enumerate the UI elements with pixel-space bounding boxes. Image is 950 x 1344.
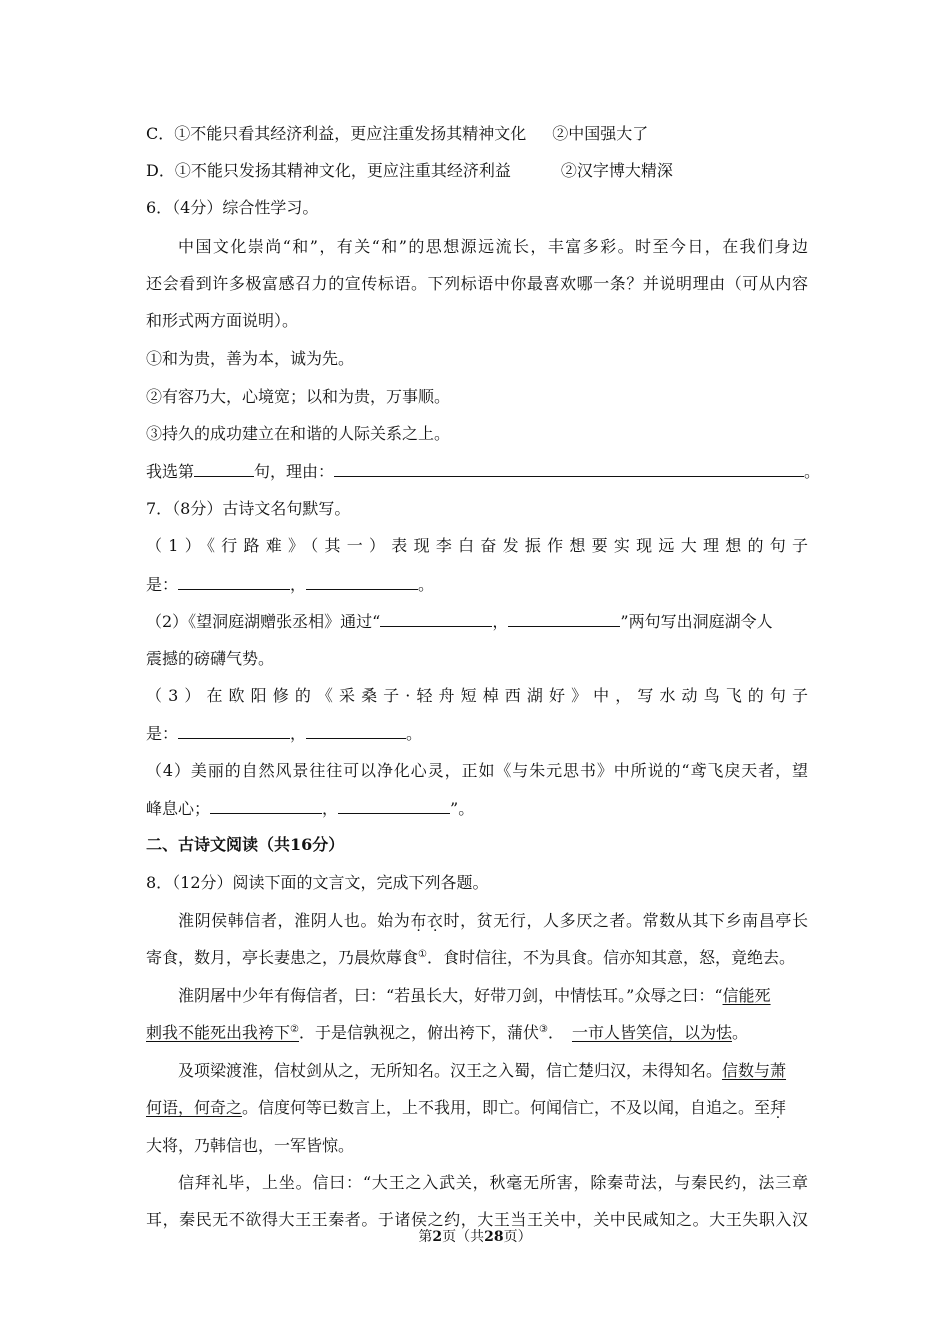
q8-underlined-sentence-1b-text: 刺我不能死出我袴下 [146,1023,291,1042]
q8-p1-l1-text-a: 淮阴侯韩信者，淮阴人也。始为 [178,911,411,930]
footer-prefix: 第 [418,1229,433,1245]
q6-reason-blank[interactable] [334,460,804,477]
q6-answer-line [146,460,821,483]
q7-part2-line1 [146,610,808,633]
footer-total-pages: 28 [484,1229,504,1245]
q8-p3-line1 [178,1060,808,1082]
q7-part2-blank-2[interactable] [508,610,620,627]
q8-underlined-sentence-1b [146,1023,299,1042]
q7-part2-prefix: （2）《望洞庭湖赠张丞相》通过“ [146,612,381,631]
q8-heading: 8．（12分）阅读下面的文言文，完成下列各题。 [146,873,489,892]
q7-heading: 7．（8分）古诗文名句默写。 [146,499,351,518]
q8-p2-l2-text-d: 。 [732,1023,749,1042]
q8-dotted-char-yi: 衣 [426,911,444,930]
q8-underlined-sentence-1a: 信能死 [722,986,771,1005]
footnote-mark-1: ① [418,949,427,960]
option-d-letter: D． [146,161,175,180]
footnote-mark-2: ② [290,1024,299,1035]
footer-suffix: 页） [503,1229,532,1245]
q8-p3-line3: 大将，乃韩信也，一军皆惊。 [146,1136,355,1155]
footer-mid: 页（共 [442,1229,485,1245]
section-2-title: 二、古诗文阅读（共16分） [146,835,345,854]
q8-p3-l2-text-b: 。信度何等已数言上，上不我用，即亡。何闻信亡，不及以闻，自追之。至 [242,1098,771,1117]
q6-item-1: ①和为贵，善为本，诚为先。 [146,349,355,368]
q7-part3-period: 。 [406,724,423,743]
q8-p4-line2: 耳，秦民无不欲得大王王秦者。于诸侯之约，大王当王关中，关中民咸知之。大王失职入汉 [146,1210,808,1229]
q6-answer-prefix: 我选第 [146,462,195,481]
q7-part1-line2 [146,573,808,596]
footer-page-number: 2 [432,1229,443,1245]
q7-part4-end: ”。 [450,799,475,818]
q6-para-line2: 还会看到许多极富感召力的宣传标语。下列标语中你最喜欢哪一条？并说明理由（可从内容 [146,274,808,293]
q8-p1-line2 [146,947,808,969]
q8-dotted-char-bai: 拜 [770,1098,787,1117]
q8-p1-l1-text-b: 时，贫无行，人多厌之者。常数从其下乡南昌亭长 [443,911,808,930]
q7-part4-blank-1[interactable] [210,797,322,814]
q6-heading: 6．（4分）综合性学习。 [146,198,319,217]
q8-p1-l2-text-a: 寄食，数月，亭长妻患之，乃晨炊蓐食 [146,948,419,967]
q7-part1-line1: （1）《行路难》（其一）表现李白奋发振作想要实现远大理想的句子 [146,536,808,555]
q7-part3-comma: ， [290,724,307,743]
q8-underlined-sentence-3a: 信数与萧 [722,1061,787,1080]
q6-item-3: ③持久的成功建立在和谐的人际关系之上。 [146,424,451,443]
q7-part2-line2: 震撼的磅礴气势。 [146,649,275,668]
q7-part1-blank-2[interactable] [306,573,418,590]
q7-part3-blank-1[interactable] [178,722,290,739]
q6-choice-blank[interactable] [194,460,254,477]
option-d [146,160,808,182]
q8-p1-l2-text-b: ．食时信往，不为具食。信亦知其意，怒，竟绝去。 [426,948,795,967]
q7-part4-blank-2[interactable] [338,797,450,814]
q8-dotted-char-bu: 布 [410,911,427,930]
q8-p4-line1: 信拜礼毕，上坐。信曰：“大王之入武关，秋毫无所害，除秦苛法，与秦民约，法三章 [178,1173,808,1192]
option-c-part2: ②中国强大了 [552,124,649,143]
q7-part3-line2 [146,722,808,745]
page-footer [0,1228,950,1246]
option-c-part1: ①不能只看其经济利益，更应注重发扬其精神文化 [174,124,527,143]
q7-part3-prefix: 是： [146,724,179,743]
q7-part4-line1: （4）美丽的自然风景往往可以净化心灵，正如《与朱元思书》中所说的“鸢飞戾天者，望 [146,761,808,780]
q7-part1-blank-1[interactable] [178,573,290,590]
q7-part2-blank-1[interactable] [380,610,492,627]
q7-part4-comma: ， [322,799,339,818]
q6-para-line3: 和形式两方面说明）。 [146,311,299,330]
q7-part2-suffix: ”两句写出洞庭湖令人 [620,612,773,631]
q6-answer-end: 。 [804,462,821,481]
q7-part3-line1: （3）在欧阳修的《采桑子·轻舟短棹西湖好》中，写水动鸟飞的句子 [146,686,808,705]
q8-p2-line1 [178,985,808,1007]
q8-p2-l1-text-a: 淮阴屠中少年有侮信者，曰：“若虽长大，好带刀剑，中情怯耳。”众辱之曰：“ [178,986,723,1005]
q7-part4-prefix: 峰息心； [146,799,211,818]
option-d-part2: ②汉字博大精深 [560,161,673,180]
q8-underlined-sentence-3b: 何语，何奇之 [146,1098,243,1117]
q6-item-2: ②有容乃大，心境宽；以和为贵，万事顺。 [146,387,451,406]
option-c [146,123,808,145]
q7-part2-comma: ， [492,612,509,631]
option-c-letter: C． [146,124,175,143]
q8-p2-l2-text-c: ． [547,1023,564,1042]
q7-part1-comma: ， [290,575,307,594]
q8-p2-line2 [146,1022,808,1044]
q8-p2-l2-text-b: ．于是信孰视之，俯出袴下，蒲伏 [298,1023,539,1042]
q7-part4-line2 [146,797,808,820]
q7-part1-period: 。 [418,575,435,594]
q8-p1-line1 [178,910,808,932]
q6-para-line1: 中国文化崇尚“和”，有关“和”的思想源远流长，丰富多彩。时至今日，在我们身边 [178,237,808,256]
q8-p3-l1-text-a: 及项梁渡淮，信杖剑从之，无所知名。汉王之入蜀，信亡楚归汉，未得知名。 [178,1061,723,1080]
q7-part3-blank-2[interactable] [306,722,406,739]
q7-part1-prefix: 是： [146,575,179,594]
q8-underlined-sentence-2: 一市人皆笑信，以为怯 [571,1023,732,1042]
q8-p3-line2 [146,1097,808,1119]
footnote-mark-3: ③ [539,1024,548,1035]
option-d-part1: ①不能只发扬其精神文化，更应注重其经济利益 [174,161,511,180]
q6-answer-reason-label: 句，理由： [254,462,335,481]
